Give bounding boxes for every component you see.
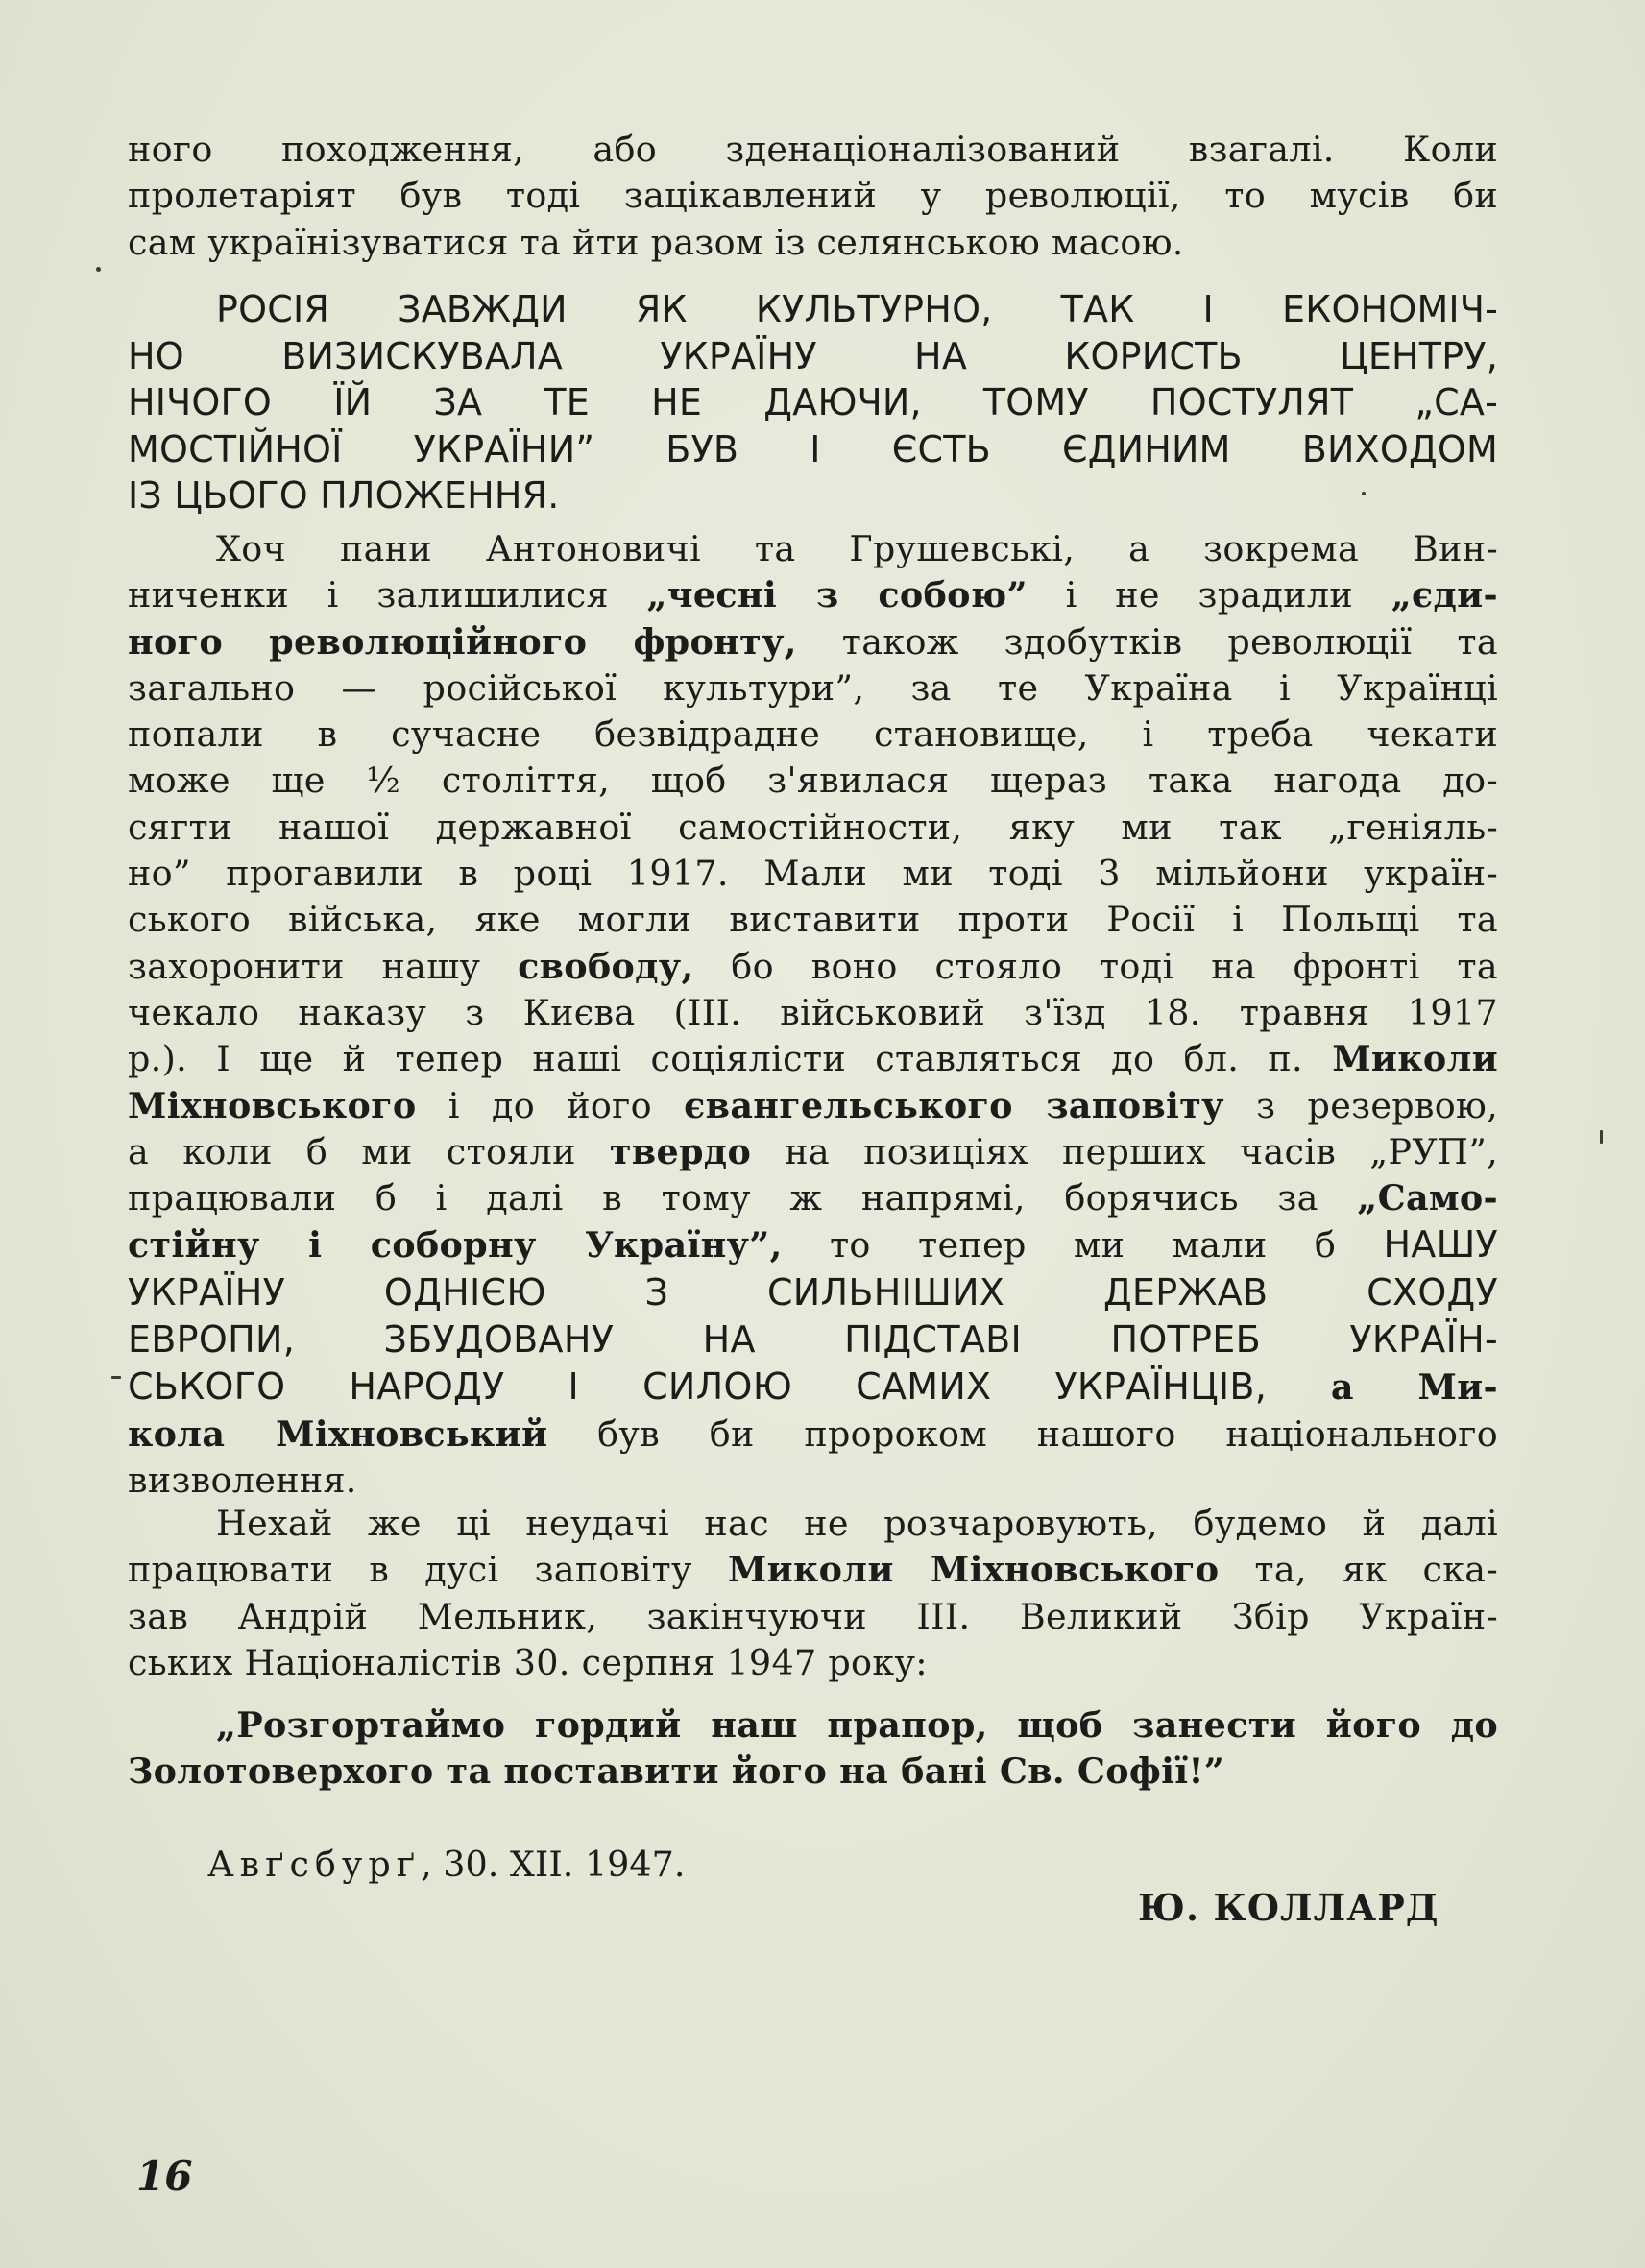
text-line <box>128 619 1498 665</box>
text-line <box>128 1129 1498 1175</box>
text-line <box>128 1501 1498 1547</box>
bold-text-segment: ного революційного фронту, <box>128 620 797 663</box>
text-line <box>128 572 1498 618</box>
text-line <box>128 758 1498 804</box>
paragraph-4 <box>128 1501 1498 1686</box>
text-line <box>128 1749 1498 1795</box>
text-line <box>128 1640 1498 1686</box>
text-line: ІЗ ЦЬОГО ПЛОЖЕННЯ. <box>128 474 560 518</box>
text-line: ного походження, або зденаціоналізований взагалі. Коли <box>128 129 1498 170</box>
text-line: сам українізуватися та йти разом із селянською масою. <box>128 221 1184 263</box>
text-line: НО ВИЗИСКУВАЛА УКРАЇНУ НА КОРИСТЬ ЦЕНТРУ, <box>128 334 1498 377</box>
text-segment: захоронити нашу <box>128 945 519 987</box>
text-line <box>128 1411 1498 1458</box>
text-line <box>128 1221 1498 1268</box>
text-line <box>128 526 1498 572</box>
text-segment: може ще ½ століття, щоб з'явилася щераз така нагода до- <box>128 760 1498 802</box>
print-speck <box>1362 492 1366 495</box>
author-signature: Ю. КОЛЛАРД <box>1138 1886 1439 1929</box>
bold-text-segment: „єди- <box>1391 574 1498 616</box>
bold-text-segment: твердо <box>609 1130 752 1172</box>
text-line <box>128 665 1498 712</box>
text-segment: загально — російської культури”, за те Україна і Українці <box>128 666 1498 709</box>
text-segment: і не зрадили <box>1027 574 1391 616</box>
text-segment: ЕВРОПИ, ЗБУДОВАНУ НА ПІДСТАВІ ПОТРЕБ УКРАЇН- <box>128 1318 1498 1362</box>
text-segment: Хоч пани Антоновичі та Грушевські, а зокрема Вин- <box>216 528 1498 569</box>
text-line <box>128 851 1498 897</box>
text-segment: визволення. <box>128 1459 357 1501</box>
text-segment: та, як ска- <box>1219 1549 1499 1591</box>
bold-text-segment: свободу, <box>518 945 694 987</box>
text-line: НІЧОГО ЇЙ ЗА ТЕ НЕ ДАЮЧИ, ТОМУ ПОСТУЛЯТ „СА- <box>128 381 1498 424</box>
text-line: МОСТІЙНОЇ УКРАЇНИ” БУВ І ЄСТЬ ЄДИНИМ ВИХОДОМ <box>128 427 1498 470</box>
text-line <box>128 1458 1498 1504</box>
text-segment: також здобутків революції та <box>796 620 1498 663</box>
text-segment: працювали б і далі в тому ж напрямі, борячись за <box>128 1177 1358 1219</box>
text-segment: СЬКОГО НАРОДУ І СИЛОЮ САМИХ УКРАЇНЦІВ, <box>128 1365 1268 1409</box>
text-line <box>128 1594 1498 1640</box>
bold-text-segment: Міхновського <box>128 1084 417 1126</box>
text-line <box>128 1083 1498 1129</box>
text-segment: УКРАЇНУ ОДНІЄЮ З СИЛЬНІШИХ ДЕРЖАВ СХОДУ <box>128 1270 1498 1314</box>
text-segment: Нехай же ці неудачі нас не розчаровують, будемо й далі <box>216 1503 1498 1544</box>
bold-text-segment: кола Міхновський <box>128 1412 548 1455</box>
text-segment: бо воно стояло тоді на фронті та <box>693 945 1498 987</box>
text-line <box>128 1316 1498 1363</box>
bold-text-segment: „чесні з собою” <box>646 574 1028 616</box>
paragraph-3 <box>128 526 1498 1504</box>
bold-text-segment: євангельського заповіту <box>684 1084 1224 1126</box>
quote-paragraph <box>128 1702 1498 1796</box>
text-line <box>128 897 1498 943</box>
bold-text-segment: а Ми- <box>1267 1366 1498 1409</box>
text-line <box>128 1269 1498 1316</box>
text-line <box>128 944 1498 990</box>
print-speck <box>96 267 101 272</box>
text-segment: на позиціях перших часів „РУП”, <box>751 1130 1498 1172</box>
text-segment: чекало наказу з Києва (III. військовий з'їзд 18. травня 1917 <box>128 991 1498 1033</box>
text-line <box>128 1175 1498 1221</box>
text-segment: працювати в дусі заповіту <box>128 1549 728 1591</box>
bold-text-segment: стійну і соборну Україну”, <box>128 1224 783 1267</box>
text-line <box>128 1702 1498 1749</box>
place-date-line <box>207 1842 685 1888</box>
paragraph-1 <box>128 127 1498 266</box>
bold-text-segment: Золотоверхого та поставити його на бані Св. Софії!” <box>128 1750 1225 1793</box>
text-segment: сягти нашої державної самостійности, яку ми так „геніяль- <box>128 806 1498 848</box>
text-line <box>128 712 1498 758</box>
text-segment: і до його <box>416 1084 685 1126</box>
page-number: 16 <box>136 2153 193 2200</box>
text-segment: а коли б ми стояли <box>128 1130 610 1172</box>
text-line: РОСІЯ ЗАВЖДИ ЯК КУЛЬТУРНО, ТАК І ЕКОНОМІЧ- <box>216 288 1498 330</box>
text-segment: ниченки і залишилися <box>128 574 647 616</box>
paragraph-2-caps <box>128 286 1498 519</box>
text-segment: р.). І ще й тепер наші соціялісти ставляться до бл. п. <box>128 1038 1333 1080</box>
text-segment: був би пророком нашого національного <box>547 1412 1498 1455</box>
text-segment: но” прогавили в році 1917. Мали ми тоді 3 мільйони україн- <box>128 853 1498 895</box>
text-segment: попали в сучасне безвідрадне становище, і треба чекати <box>128 713 1498 756</box>
text-line <box>128 1547 1498 1593</box>
text-segment: НАШУ <box>1383 1223 1498 1267</box>
text-line <box>128 1363 1498 1411</box>
text-segment: ських Націоналістів 30. серпня 1947 року: <box>128 1641 928 1683</box>
text-line <box>128 1036 1498 1082</box>
text-segment: зав Андрій Мельник, закінчуючи III. Великий Збір Україн- <box>128 1595 1498 1637</box>
text-segment: з резервою, <box>1223 1084 1498 1126</box>
text-line <box>128 990 1498 1036</box>
bold-text-segment: „Само- <box>1357 1177 1498 1219</box>
bold-text-segment: „Розгортаймо гордий наш прапор, щоб занести його до <box>216 1704 1498 1746</box>
bold-text-segment: Миколи Міхновського <box>727 1549 1220 1591</box>
bold-text-segment: Миколи <box>1332 1038 1498 1080</box>
text-segment: ського війська, яке могли виставити проти Росії і Польщі та <box>128 899 1498 941</box>
text-line <box>128 805 1498 851</box>
place: Авґсбурґ <box>207 1844 422 1885</box>
print-speck <box>1600 1130 1603 1144</box>
text-segment: то тепер ми мали б <box>782 1224 1384 1267</box>
print-speck <box>111 1376 121 1379</box>
text-line: пролетаріят був тоді зацікавлений у революції, то мусів би <box>128 175 1498 217</box>
date: , 30. XII. 1947. <box>421 1844 686 1885</box>
